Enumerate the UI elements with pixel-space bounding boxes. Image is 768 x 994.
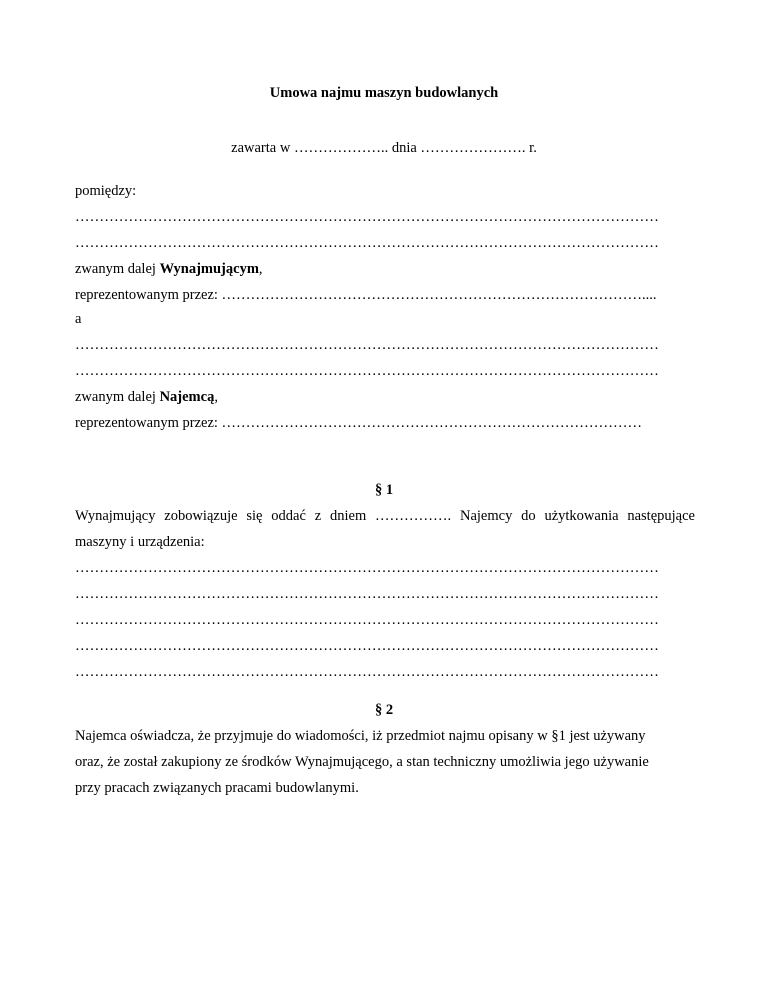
document-title: Umowa najmu maszyn budowlanych — [269, 85, 499, 101]
section-1-heading: § 1 — [374, 482, 394, 498]
party1-designation — [75, 260, 695, 278]
party2-designation — [75, 388, 695, 406]
equipment-line-1: ………………………………………………………………………………………………………… — [75, 560, 659, 576]
section-2-text-line-1: Najemca oświadcza, że przyjmuje do wiadomości, iż przedmiot najmu opisany w §1 jest używany — [75, 728, 646, 744]
party2-name-line-2: ………………………………………………………………………………………………………… — [75, 363, 659, 379]
contract-place-date: zawarta w ……………….. dnia …………………. r. — [231, 140, 537, 156]
party1-role: Wynajmującym — [159, 261, 259, 277]
equipment-line-3: ………………………………………………………………………………………………………… — [75, 612, 659, 628]
party1-representative: reprezentowanym przez: …………………………………………………………………………….... — [75, 287, 657, 303]
section-2-text-line-3: przy pracach związanych pracami budowlanymi. — [75, 780, 359, 796]
party1-suffix: , — [258, 261, 263, 277]
and-label: a — [75, 311, 82, 327]
party1-name-line-2: ………………………………………………………………………………………………………… — [75, 235, 659, 251]
section-2-heading: § 2 — [374, 702, 394, 718]
equipment-line-4: ………………………………………………………………………………………………………… — [75, 638, 659, 654]
between-label: pomiędzy: — [75, 183, 137, 199]
equipment-line-5: ………………………………………………………………………………………………………… — [75, 664, 659, 680]
party2-prefix: zwanym dalej — [75, 389, 160, 405]
equipment-line-2: ………………………………………………………………………………………………………… — [75, 586, 659, 602]
section-1-text-line-1: Wynajmujący zobowiązuje się oddać z dniem ……………. Najemcy do użytkowania następujące — [75, 508, 695, 524]
section-2-text-line-2: oraz, że został zakupiony ze środków Wynajmującego, a stan techniczny umożliwia jego używanie — [75, 754, 649, 770]
party2-suffix: , — [214, 389, 218, 405]
party1-name-line-1: ………………………………………………………………………………………………………… — [75, 209, 659, 225]
party2-role: Najemcą — [159, 389, 215, 405]
party1-prefix: zwanym dalej — [75, 261, 160, 277]
party2-name-line-1: ………………………………………………………………………………………………………… — [75, 337, 659, 353]
section-1-text-line-2: maszyny i urządzenia: — [75, 534, 205, 550]
party2-representative: reprezentowanym przez: …………………………………………………………………………… — [75, 415, 643, 431]
